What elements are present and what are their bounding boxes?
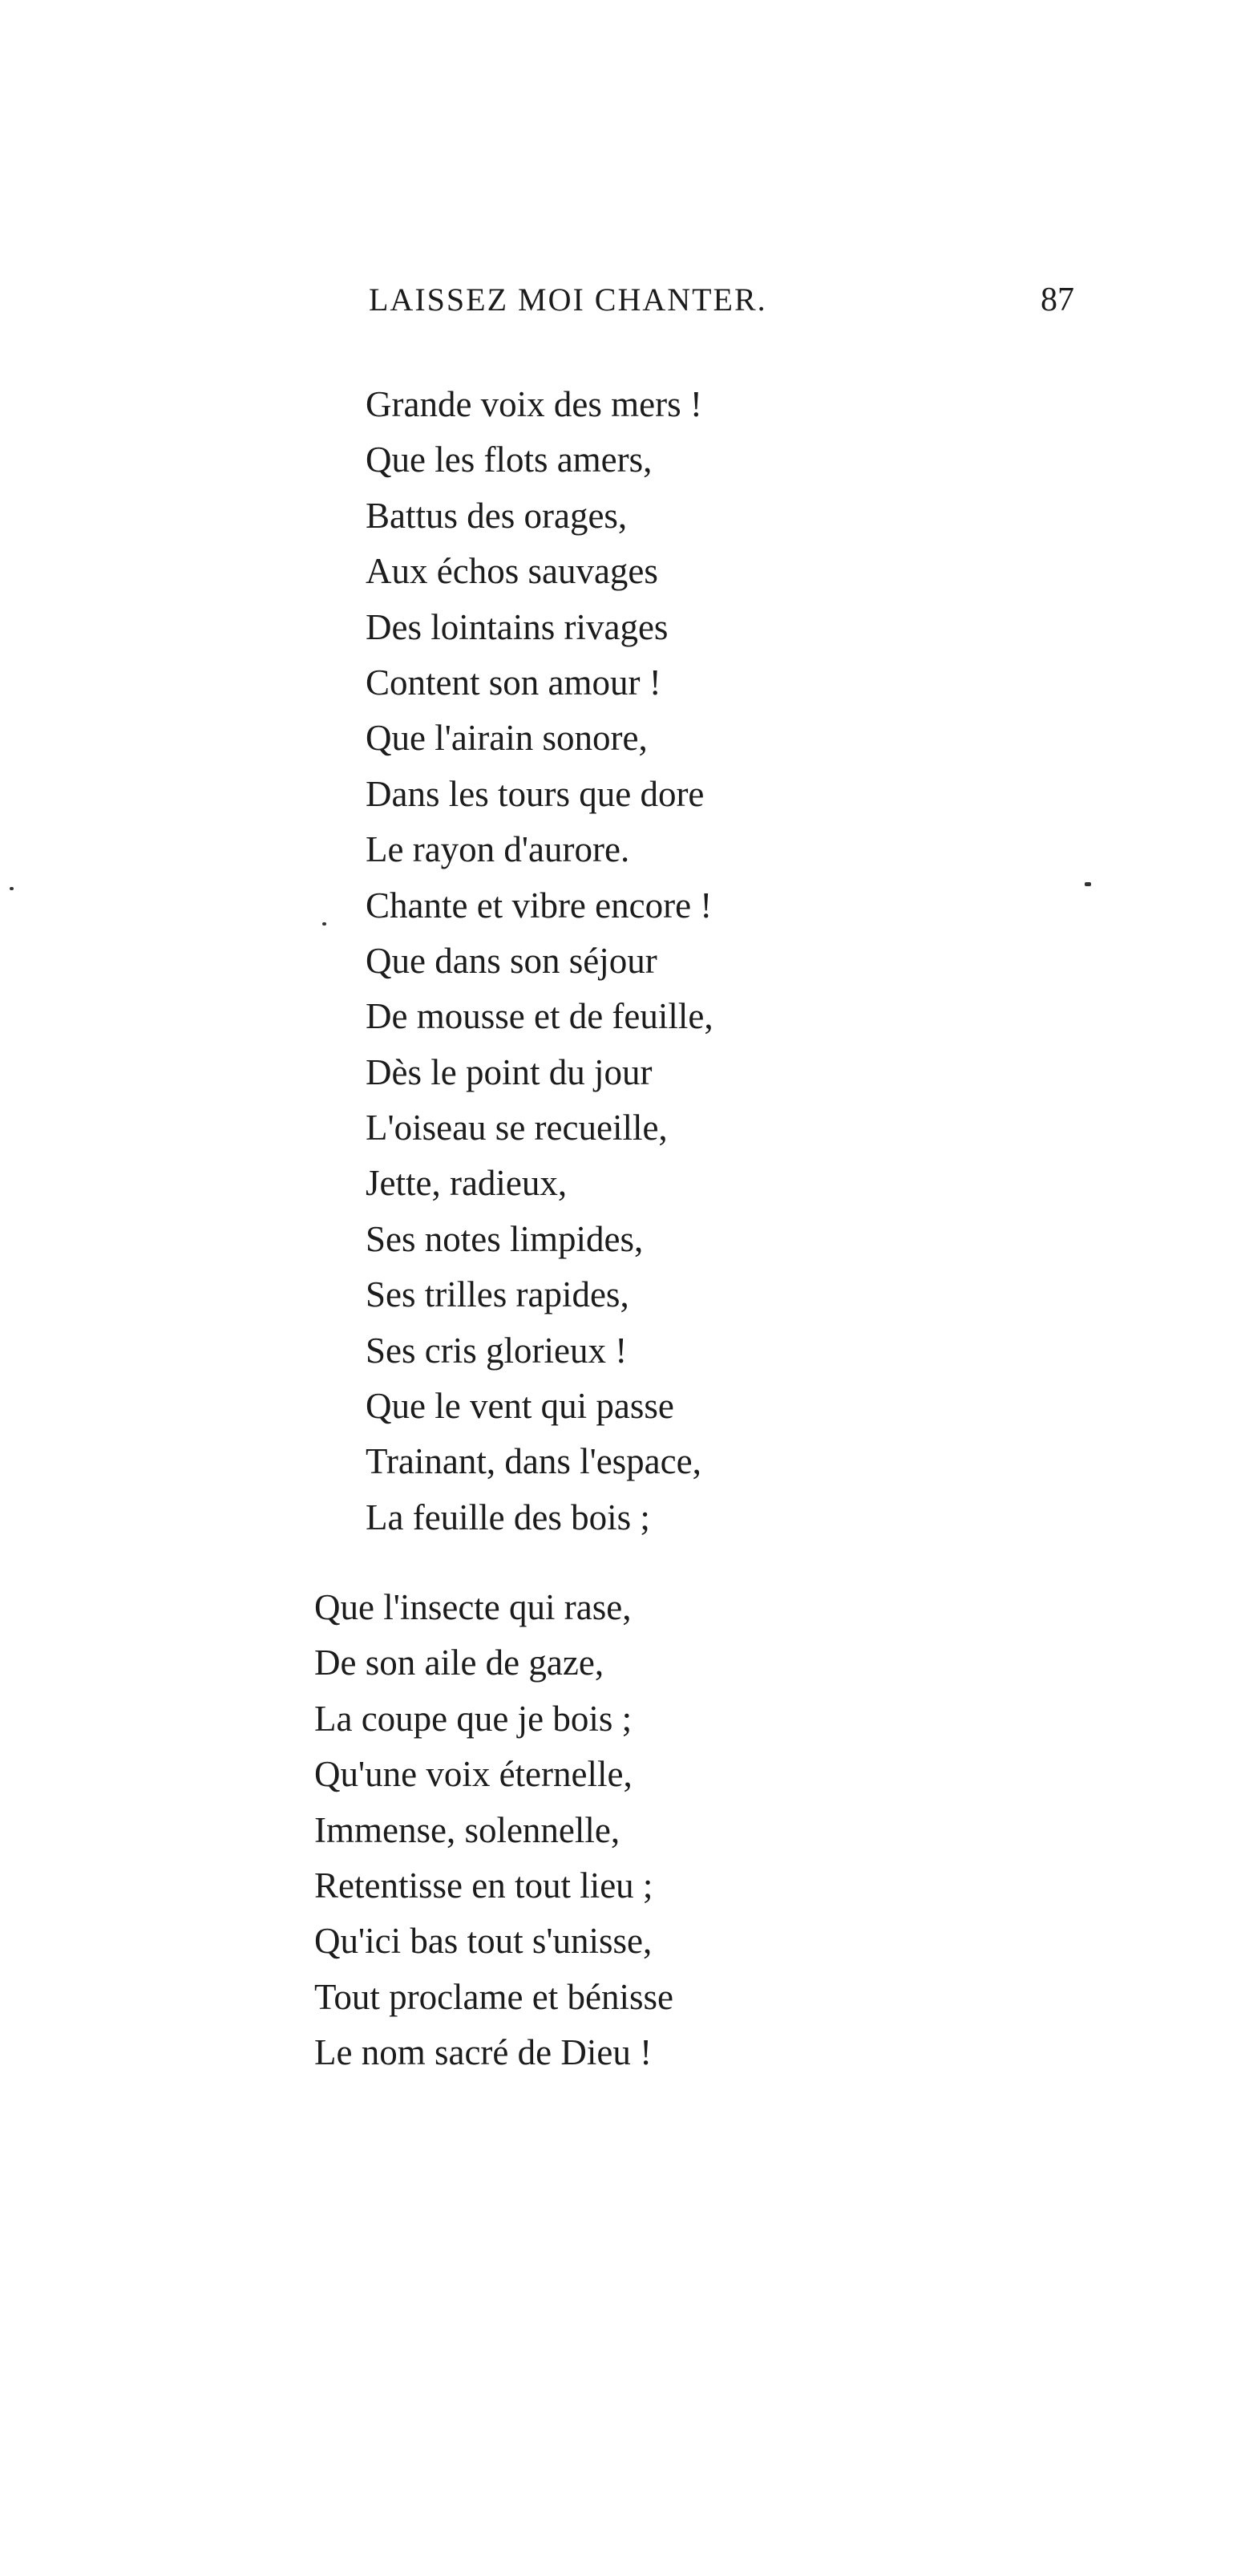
verse-line: Des lointains rivages: [366, 606, 669, 647]
page-number: 87: [1041, 281, 1074, 318]
verse-line: Que l'airain sonore,: [366, 718, 648, 759]
verse-line: Tout proclame et bénisse: [314, 1976, 673, 2017]
verse-line: Jette, radieux,: [366, 1163, 568, 1204]
running-head: [369, 281, 1074, 329]
verse-line: Grande voix des mers !: [366, 384, 702, 424]
verse-line: Battus des orages,: [366, 495, 628, 536]
ink-speck: [10, 887, 14, 890]
stanza-2: [314, 1580, 673, 2081]
verse-line: De mousse et de feuille,: [366, 996, 713, 1037]
verse-line: De son aile de gaze,: [314, 1642, 604, 1683]
verse-line: Trainant, dans l'espace,: [366, 1441, 701, 1482]
verse-line: Que le vent qui passe: [366, 1386, 674, 1427]
verse-line: Que l'insecte qui rase,: [314, 1587, 632, 1627]
running-title: LAISSEZ MOI CHANTER.: [369, 281, 767, 318]
verse-line: Dans les tours que dore: [366, 773, 705, 814]
verse-line: Qu'une voix éternelle,: [314, 1754, 633, 1795]
verse-line: Dès le point du jour: [366, 1051, 653, 1092]
ink-speck: [1085, 882, 1091, 886]
verse-line: Content son amour !: [366, 662, 661, 703]
verse-line: La coupe que je bois ;: [314, 1698, 633, 1739]
verse-line: Ses trilles rapides,: [366, 1274, 629, 1315]
verse-line: L'oiseau se recueille,: [366, 1108, 668, 1148]
stanza-1: [366, 377, 713, 1545]
verse-line: Chante et vibre encore !: [366, 885, 713, 925]
verse-line: La feuille des bois ;: [366, 1497, 650, 1537]
verse-line: Aux échos sauvages: [366, 551, 658, 592]
verse-line: Ses notes limpides,: [366, 1218, 644, 1259]
verse-line: Le nom sacré de Dieu !: [314, 2032, 653, 2073]
verse-line: Le rayon d'aurore.: [366, 829, 630, 870]
verse-line: Que les flots amers,: [366, 439, 653, 480]
verse-line: Ses cris glorieux !: [366, 1330, 628, 1371]
verse-line: Que dans son séjour: [366, 940, 657, 981]
verse-line: Immense, solennelle,: [314, 1809, 620, 1850]
verse-line: Retentisse en tout lieu ;: [314, 1865, 653, 1906]
verse-line: Qu'ici bas tout s'unisse,: [314, 1921, 653, 1962]
ink-speck: [322, 922, 326, 925]
